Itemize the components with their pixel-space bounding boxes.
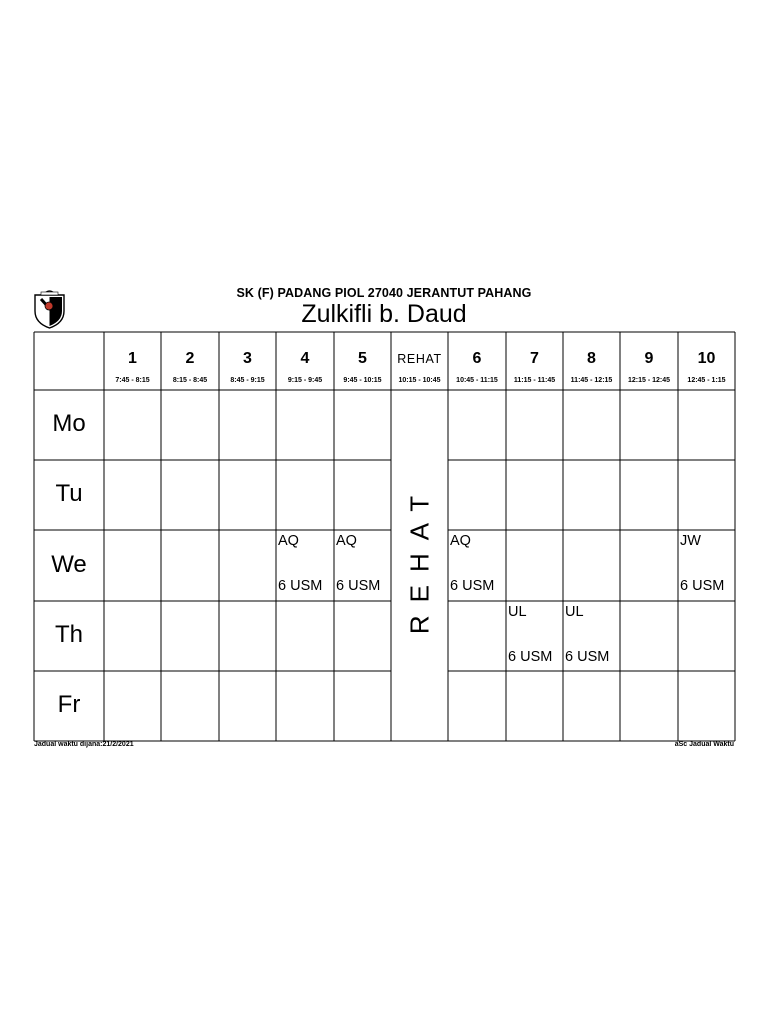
period-label: 5	[358, 350, 367, 367]
period-time: 7:45 - 8:15	[115, 377, 150, 384]
school-name: SK (F) PADANG PIOL 27040 JERANTUT PAHANG	[236, 286, 532, 300]
footer-software-name: aSc Jadual Waktu	[674, 741, 734, 748]
lesson-subject: AQ	[336, 533, 357, 549]
period-time: 10:45 - 11:15	[456, 377, 498, 384]
period-label: 2	[185, 350, 195, 367]
period-time: 8:15 - 8:45	[172, 377, 208, 384]
lesson-room: 6 USM	[450, 578, 495, 594]
day-label: Fr	[57, 691, 81, 718]
period-time: 12:45 - 1:15	[687, 377, 726, 384]
footer-generated-date: Jadual waktu dijana:21/2/2021	[34, 741, 134, 748]
lesson-room: 6 USM	[336, 578, 381, 594]
period-label: 9	[644, 350, 654, 367]
period-time: 11:15 - 11:45	[513, 377, 556, 384]
day-label: Th	[54, 621, 83, 648]
lesson-subject: AQ	[278, 533, 299, 549]
period-label: 3	[243, 350, 252, 367]
lesson-subject: UL	[565, 604, 584, 620]
day-label: Tu	[55, 480, 83, 507]
period-time: 9:45 - 10:15	[343, 377, 382, 384]
period-time: 11:45 - 12:15	[570, 377, 613, 384]
period-label: 6	[472, 350, 482, 367]
period-label: 10	[697, 350, 716, 367]
lesson-subject: UL	[508, 604, 527, 620]
day-label: We	[51, 550, 87, 578]
lesson-room: 6 USM	[508, 649, 553, 665]
lesson-room: 6 USM	[680, 578, 725, 594]
period-time: 8:45 - 9:15	[230, 377, 265, 384]
period-time: 10:15 - 10:45	[398, 377, 441, 384]
teacher-name: Zulkifli b. Daud	[301, 300, 467, 328]
period-time: 9:15 - 9:45	[287, 377, 323, 384]
period-label: 8	[587, 350, 596, 367]
period-label: 4	[300, 350, 310, 367]
period-label: 7	[530, 350, 539, 367]
day-label: Mo	[52, 410, 86, 437]
period-label: REHAT	[397, 352, 442, 366]
period-time: 12:15 - 12:45	[627, 377, 671, 384]
lesson-room: 6 USM	[565, 649, 610, 665]
lesson-subject: AQ	[450, 533, 471, 549]
period-label: 1	[128, 350, 137, 367]
lesson-room: 6 USM	[278, 578, 323, 594]
lesson-subject: JW	[680, 533, 701, 549]
